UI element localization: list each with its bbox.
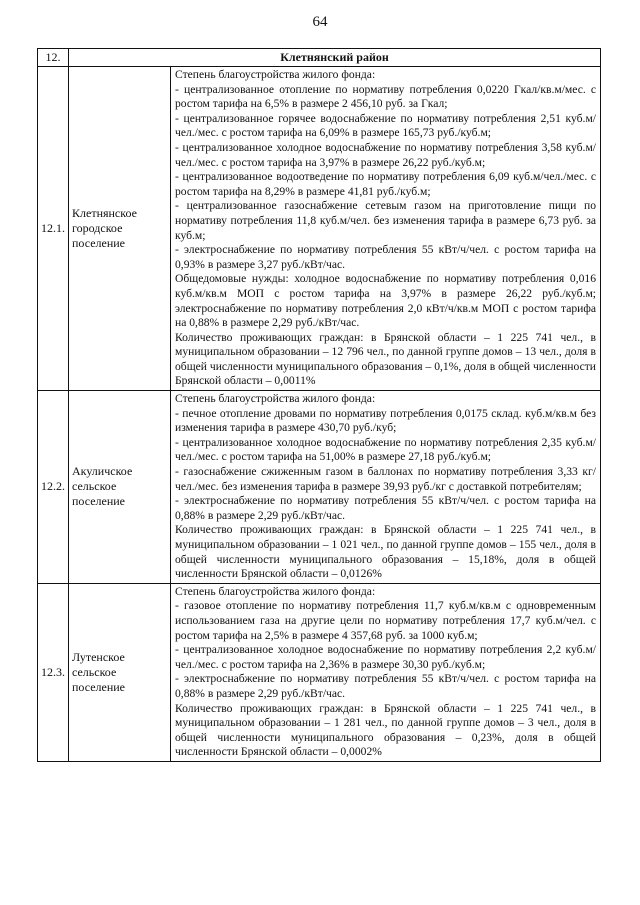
row-number: 12.1. bbox=[38, 67, 69, 391]
paragraph: Степень благоустройства жилого фонда: bbox=[175, 584, 376, 598]
paragraph: - централизованное газоснабжение сетевым газом на приготовление пищи по нормативу потребления 11,8 куб.м/чел. без изменения тарифа в размере 6,73 руб. за куб.м; bbox=[175, 199, 597, 242]
row-number: 12.2. bbox=[38, 391, 69, 584]
row-number: 12.3. bbox=[38, 583, 69, 761]
settlement-description bbox=[171, 67, 601, 391]
settlement-description bbox=[171, 391, 601, 584]
settlement-name: Лутенское сельское поселение bbox=[69, 583, 171, 761]
settlement-name: Акуличское сельское поселение bbox=[69, 391, 171, 584]
district-header-row bbox=[38, 49, 601, 67]
paragraph: Общедомовые нужды: холодное водоснабжение по нормативу потребления 0,016 куб.м/кв.м МОП с ростом тарифа на 3,97% в размере 26,22 руб./куб.м; электроснабжение по нормативу потребления 2,0 кВт/ч/кв.м МОП с ростом тарифа на 0,88% в размере 2,29 руб./кВт/час. bbox=[175, 272, 597, 330]
page-number: 64 bbox=[312, 14, 328, 30]
paragraph: - электроснабжение по нормативу потребления 55 кВт/ч/чел. с ростом тарифа на 0,88% в размере 2,29 руб./кВт/час. bbox=[175, 494, 597, 522]
paragraph: - электроснабжение по нормативу потребления 55 кВт/ч/чел. с ростом тарифа на 0,93% в размере 3,27 руб./кВт/час. bbox=[175, 243, 597, 271]
settlement-name: Клетнянское городское поселение bbox=[69, 67, 171, 391]
paragraph: Количество проживающих граждан: в Брянской области – 1 225 741 чел., в муниципальном образовании – 12 796 чел., по данной группе домов – 13 чел., доля в общей численности муниципального образования – 0,1%, доля в общей численности Брянской области – 0,0011% bbox=[175, 330, 597, 388]
paragraph: - централизованное горячее водоснабжение по нормативу потребления 2,51 куб.м/чел./мес. с ростом тарифа на 6,09% в размере 165,73 руб./куб.м; bbox=[175, 111, 597, 140]
paragraph: - газовое отопление по нормативу потребления 11,7 куб.м/кв.м с одновременным использованием газа на другие цели по нормативу потребления 17,7 куб.м/чел. с ростом тарифа на 2,5% в размере 4 357,68 руб. за 1000 куб.м; bbox=[175, 599, 597, 642]
paragraph: - централизованное холодное водоснабжение по нормативу потребления 3,58 куб.м/чел./мес. с ростом тарифа на 3,97% в размере 26,22 руб./куб.м; bbox=[175, 140, 597, 169]
district-title: Клетнянский район bbox=[69, 49, 601, 67]
table-row bbox=[38, 391, 601, 584]
paragraph: - централизованное холодное водоснабжение по нормативу потребления 2,35 куб.м/чел./мес. с ростом тарифа на 51,00% в размере 27,18 руб./куб.м; bbox=[175, 435, 597, 464]
paragraph: - централизованное водоотведение по нормативу потребления 6,09 куб.м/чел./мес. с ростом тарифа на 8,29% в размере 41,81 руб./куб.м; bbox=[175, 170, 597, 198]
paragraph: - централизованное отопление по нормативу потребления 0,0220 Гкал/кв.м/мес. с ростом тарифа на 6,5% в размере 2 456,10 руб. за Гкал; bbox=[175, 82, 597, 111]
paragraph: Количество проживающих граждан: в Брянской области – 1 225 741 чел., в муниципальном образовании – 1 021 чел., по данной группе домов – 155 чел., доля в общей численности муниципального образования – 15,18%, доля в общей численности Брянской области – 0,0126% bbox=[175, 523, 597, 581]
paragraph: - печное отопление дровами по нормативу потребления 0,0175 склад. куб.м/кв.м без изменения тарифа в размере 430,70 руб./куб; bbox=[175, 406, 597, 435]
district-number: 12. bbox=[38, 49, 69, 67]
paragraph: - газоснабжение сжиженным газом в баллонах по нормативу потребления 3,33 кг/чел./мес. без изменения тарифа в размере 39,93 руб./кг с доставкой потребителям; bbox=[175, 465, 597, 493]
paragraph: Степень благоустройства жилого фонда: bbox=[175, 392, 376, 406]
paragraph: Количество проживающих граждан: в Брянской области – 1 225 741 чел., в муниципальном образовании – 1 281 чел., по данной группе домов – 3 чел., доля в общей численности муниципального образования – 0,23%, доля в общей численности Брянской области – 0,0002% bbox=[175, 701, 597, 759]
paragraph: Степень благоустройства жилого фонда: bbox=[175, 68, 376, 81]
tariff-table bbox=[37, 48, 601, 762]
table-row bbox=[38, 67, 601, 391]
settlement-description bbox=[171, 583, 601, 761]
paragraph: - электроснабжение по нормативу потребления 55 кВт/ч/чел. с ростом тарифа на 0,88% в размере 2,29 руб./кВт/час. bbox=[175, 672, 597, 700]
table-row bbox=[38, 583, 601, 761]
paragraph: - централизованное холодное водоснабжение по нормативу потребления 2,2 куб.м/чел./мес. с ростом тарифа на 2,36% в размере 30,30 руб./куб.м; bbox=[175, 643, 597, 671]
